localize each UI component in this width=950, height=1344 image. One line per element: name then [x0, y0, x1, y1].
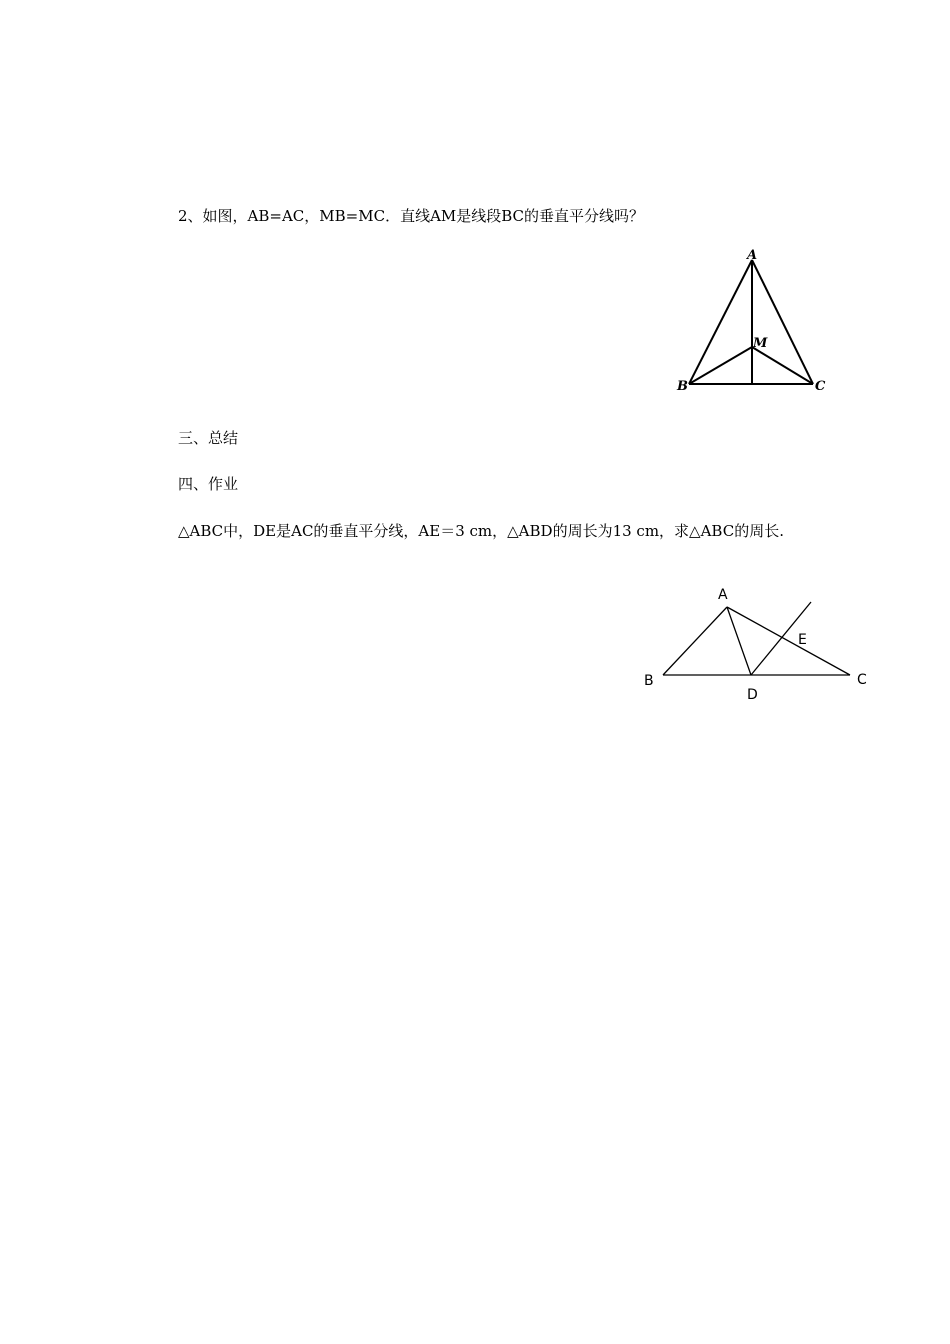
isosceles-triangle-figure	[670, 240, 840, 400]
segment-ad	[727, 607, 751, 675]
label-c: C	[815, 379, 826, 394]
section-summary-heading: 三、总结	[178, 429, 239, 447]
segment-ac	[727, 607, 850, 675]
label-d: D	[747, 687, 758, 703]
perpendicular-bisector-figure	[630, 580, 880, 705]
label-c: C	[857, 672, 867, 688]
label-a: A	[718, 587, 728, 603]
label-b: B	[644, 673, 654, 689]
homework-problem-text: △ABC中，DE是AC的垂直平分线，AE＝3 cm，△ABD的周长为13 cm，求△ABC的周长.	[178, 522, 784, 540]
section-homework-heading: 四、作业	[178, 475, 239, 493]
label-a: A	[747, 248, 758, 263]
question-2-text: 2、如图，AB=AC，MB=MC．直线AM是线段BC的垂直平分线吗？	[178, 207, 645, 225]
label-b: B	[677, 379, 688, 394]
label-m: M	[753, 336, 768, 351]
segment-ab	[663, 607, 727, 675]
label-e: E	[798, 632, 807, 648]
